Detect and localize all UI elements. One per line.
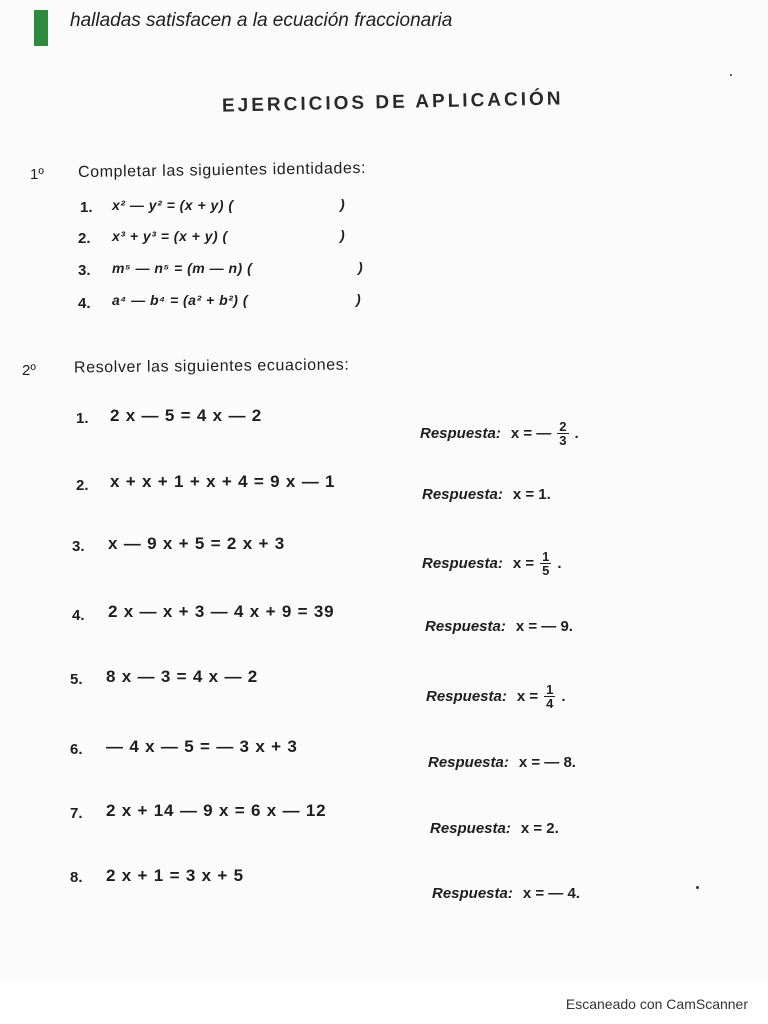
response-value xyxy=(513,550,562,577)
identity-number: 1. xyxy=(80,199,93,216)
top-text-fragment: halladas satisfacen a la ecuación fraccionaria xyxy=(70,10,453,31)
response-value xyxy=(517,683,566,710)
green-margin-marker xyxy=(34,10,48,46)
answer-prefix: x = xyxy=(512,555,535,572)
identity-expression: x² — y² = (x + y) ( xyxy=(112,197,234,213)
response-row xyxy=(432,885,580,902)
response-value: x = — 4. xyxy=(522,885,580,902)
answer-fraction xyxy=(540,550,551,577)
equation-number: 6. xyxy=(70,741,83,758)
camscanner-watermark: Escaneado con CamScanner xyxy=(565,996,748,1012)
response-label: Respuesta: xyxy=(432,885,513,902)
equation-text: 2 x — 5 = 4 x — 2 xyxy=(110,406,263,425)
response-row xyxy=(430,820,559,837)
response-value: x = 1. xyxy=(512,486,551,503)
identity-close-paren: ) xyxy=(356,291,362,307)
response-value: x = 2. xyxy=(520,820,559,837)
fraction-denominator: 3 xyxy=(559,433,567,448)
identity-expression: m⁵ — n⁵ = (m — n) ( xyxy=(112,260,253,276)
answer-fraction xyxy=(557,420,568,447)
equation-number: 5. xyxy=(70,671,83,688)
equation-text: 2 x + 14 — 9 x = 6 x — 12 xyxy=(106,801,327,820)
scan-speck xyxy=(696,886,699,889)
part1-label: 1º xyxy=(30,166,44,183)
response-row xyxy=(422,550,562,577)
part1-heading: Completar las siguientes identidades: xyxy=(77,159,367,182)
response-label: Respuesta: xyxy=(428,754,509,771)
identity-close-paren: ) xyxy=(340,196,346,212)
equation-text: 2 x — x + 3 — 4 x + 9 = 39 xyxy=(108,602,335,621)
scan-speck xyxy=(730,74,732,76)
equation-text: 2 x + 1 = 3 x + 5 xyxy=(106,866,244,885)
answer-suffix: . xyxy=(574,425,579,442)
equation-number: 2. xyxy=(76,477,89,494)
response-label: Respuesta: xyxy=(420,425,501,442)
answer-suffix: . xyxy=(561,688,566,705)
fraction-denominator: 5 xyxy=(542,563,550,578)
response-row xyxy=(422,486,551,503)
fraction-denominator: 4 xyxy=(546,696,554,711)
response-row xyxy=(425,618,573,635)
answer-prefix: x = xyxy=(516,688,539,705)
answer-prefix: x = — xyxy=(510,425,552,442)
identity-expression: a⁴ — b⁴ = (a² + b²) ( xyxy=(112,292,249,308)
part2-label: 2º xyxy=(22,362,36,379)
equation-text: — 4 x — 5 = — 3 x + 3 xyxy=(106,737,298,756)
identity-close-paren: ) xyxy=(358,259,364,275)
fraction-numerator: 1 xyxy=(546,682,554,697)
identity-number: 4. xyxy=(78,295,91,312)
identity-number: 2. xyxy=(78,230,91,247)
identity-close-paren: ) xyxy=(340,227,346,243)
response-row xyxy=(420,420,579,447)
equation-number: 1. xyxy=(76,410,89,427)
equation-text: x — 9 x + 5 = 2 x + 3 xyxy=(108,534,285,553)
section-title: EJERCICIOS DE APLICACIÓN xyxy=(221,88,564,117)
identity-expression: x³ + y³ = (x + y) ( xyxy=(112,228,228,244)
equation-number: 3. xyxy=(72,538,85,555)
response-label: Respuesta: xyxy=(422,486,503,503)
response-value: x = — 8. xyxy=(518,754,576,771)
equation-number: 7. xyxy=(70,805,83,822)
response-row xyxy=(426,683,566,710)
response-value xyxy=(511,420,579,447)
answer-fraction xyxy=(544,683,555,710)
response-label: Respuesta: xyxy=(430,820,511,837)
equation-number: 8. xyxy=(70,869,83,886)
fraction-numerator: 2 xyxy=(559,419,567,434)
response-value: x = — 9. xyxy=(515,618,573,635)
equation-text: 8 x — 3 = 4 x — 2 xyxy=(106,667,259,686)
response-row xyxy=(428,754,576,771)
equation-text: x + x + 1 + x + 4 = 9 x — 1 xyxy=(110,472,336,491)
response-label: Respuesta: xyxy=(422,555,503,572)
response-label: Respuesta: xyxy=(425,618,506,635)
camscanner-footer xyxy=(0,982,768,1024)
part2-heading: Resolver las siguientes ecuaciones: xyxy=(73,356,350,377)
response-label: Respuesta: xyxy=(426,688,507,705)
equation-number: 4. xyxy=(72,607,85,624)
fraction-numerator: 1 xyxy=(542,549,550,564)
answer-suffix: . xyxy=(557,555,562,572)
identity-number: 3. xyxy=(78,262,91,279)
